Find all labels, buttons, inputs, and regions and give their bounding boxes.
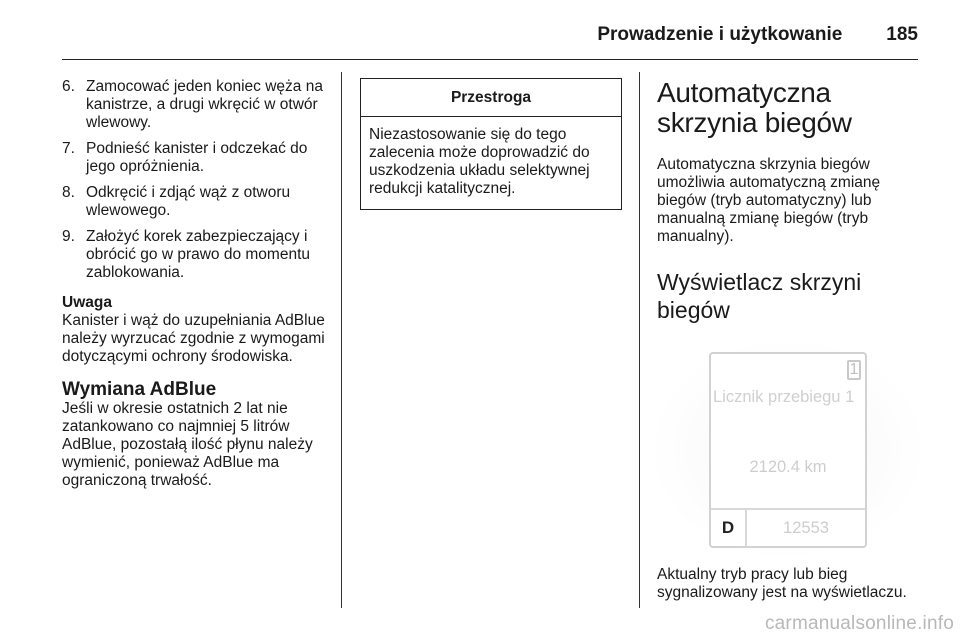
step-text: Założyć korek zabezpieczający i obrócić go w prawo do momentu zablokowania.	[86, 228, 311, 281]
column-right	[657, 78, 919, 602]
step-number: 8.	[62, 184, 75, 201]
page-header	[62, 20, 918, 50]
heading-automatic-gearbox: Automatyczna skrzynia biegów	[657, 77, 852, 138]
watermark: carmanualsonline.info	[764, 613, 954, 634]
display-screen	[709, 352, 867, 548]
step-list	[62, 78, 332, 282]
page-number: 185	[886, 24, 918, 45]
display-odometer: 12553	[783, 519, 829, 537]
header-divider	[62, 59, 918, 60]
step-item	[62, 78, 332, 132]
section-text-adblue: Jeśli w okresie ostatnich 2 lat nie zatankowano co najmniej 5 litrów AdBlue, pozostałą ilość płynu należy wymienić, ponieważ AdBlue ma ograniczoną trwałość.	[62, 400, 313, 489]
display-caption: Aktualny tryb pracy lub bieg sygnalizowany jest na wyświetlaczu.	[657, 566, 907, 601]
gearbox-display-illustration	[657, 344, 919, 554]
step-text: Odkręcić i zdjąć wąż z otworu wlewowego.	[86, 184, 291, 219]
display-trip-value: 2120.4 km	[749, 458, 827, 476]
step-number: 6.	[62, 78, 75, 95]
intro-text: Automatyczna skrzynia biegów umożliwia automatyczną zmianę biegów (tryb automatyczny) lub manualną zmianę biegów (tryb manualny).	[657, 156, 881, 245]
step-item	[62, 140, 332, 176]
step-item	[62, 228, 332, 282]
step-text: Zamocować jeden koniec węża na kanistrze, a drugi wkręcić w otwór wlewowy.	[86, 78, 323, 131]
heading-gearbox-display: Wyświetlacz skrzyni biegów	[657, 269, 862, 323]
display-index-icon: 1	[847, 360, 861, 380]
column-divider-2	[639, 72, 640, 608]
display-trip-title: Licznik przebiegu 1	[713, 388, 855, 406]
step-item	[62, 184, 332, 220]
display-status-bar	[711, 508, 865, 546]
note-text: Kanister i wąż do uzupełniania AdBlue należy wyrzucać zgodnie z wymogami dotyczącymi ochrony środowiska.	[62, 312, 325, 365]
step-text: Podnieść kanister i odczekać do jego opróżnienia.	[86, 140, 308, 175]
column-divider-1	[341, 72, 342, 608]
note-title: Uwaga	[62, 294, 112, 311]
step-number: 9.	[62, 228, 75, 245]
caution-text: Niezastosowanie się do tego zalecenia może doprowadzić do uszkodzenia układu selektywnej redukcji katalitycznej.	[369, 126, 590, 197]
caution-box	[360, 78, 622, 210]
display-gear-indicator: D	[711, 510, 747, 546]
caution-title: Przestroga	[361, 79, 621, 117]
step-number: 7.	[62, 140, 75, 157]
section-heading-adblue: Wymiana AdBlue	[62, 379, 217, 400]
column-middle	[360, 78, 622, 210]
column-left	[62, 78, 332, 490]
page-header-title: Prowadzenie i użytkowanie	[597, 24, 843, 45]
